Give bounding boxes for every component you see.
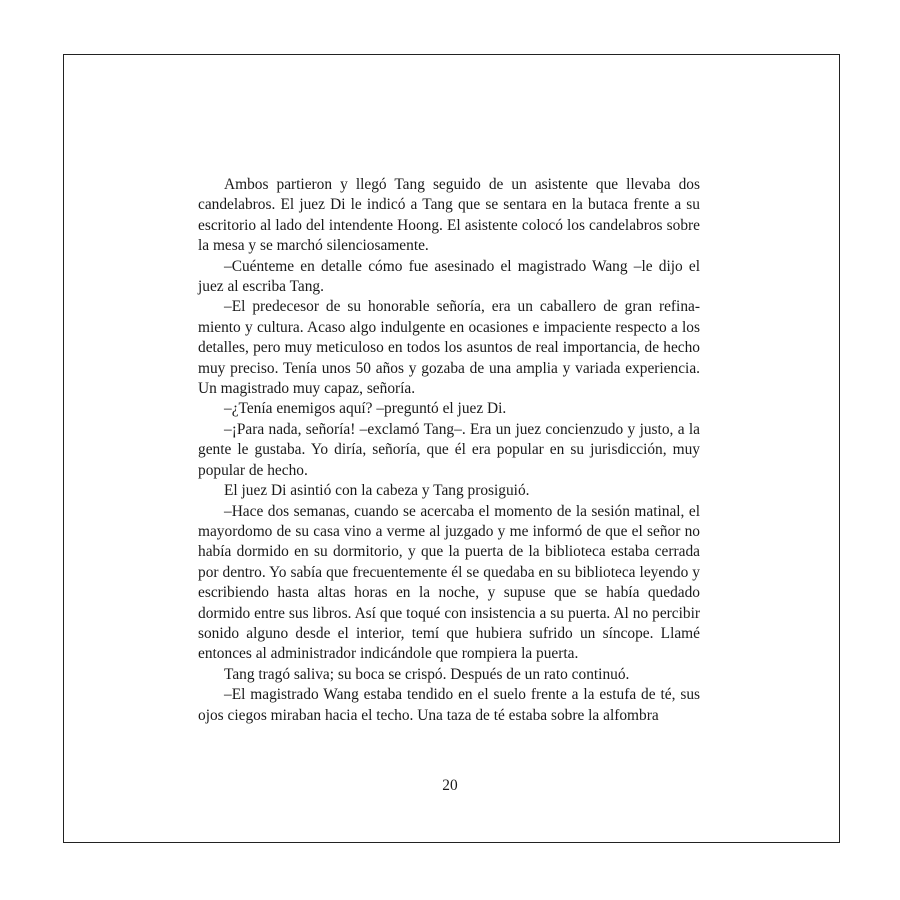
paragraph-9: –El magistrado Wang estaba tendido en el suelo frente a la estufa de té, sus ojos ciegos miraban hacia el techo. Una taza de té estaba sobre la alfombra [198,686,700,724]
paragraph-2: –Cuénteme en detalle cómo fue asesinado el magistrado Wang –le dijo el juez al escriba Tang. [198,257,700,296]
body-text [198,175,700,726]
paragraph-3: –El predecesor de su honorable señoría, era un caballero de gran refinamiento y cultura. Acaso algo indulgente en ocasiones e impaciente respecto a los detalles, pero muy meticuloso en todos los asuntos de real importancia, de hecho muy preciso. Tenía unos 50 años y gozaba de una amplia y variada experiencia. Un magistrado muy capaz, señoría. [198,298,700,398]
paragraph-5: –¡Para nada, señoría! –exclamó Tang–. Era un juez concienzudo y justo, a la gente le gustaba. Yo diría, señoría, que él era popular en su jurisdicción, muy popular de hecho. [198,420,700,479]
paragraph-8: Tang tragó saliva; su boca se crispó. Después de un rato continuó. [224,665,630,683]
paragraph-1: Ambos partieron y llegó Tang seguido de un asistente que llevaba dos candelabros. El juez Di le indicó a Tang que se sentara en la butaca frente a su escritorio al lado del intendente Hoong. El asistente colocó los candelabros sobre la mesa y se marchó silenciosamente. [198,176,700,255]
paragraph-4: –¿Tenía enemigos aquí? –preguntó el juez Di. [224,400,507,418]
paragraph-7: –Hace dos semanas, cuando se acercaba el momento de la sesión matinal, el mayordomo de su casa vino a verme al juzgado y me informó de que el señor no había dormido en su dormitorio, y que la puerta de la biblioteca estaba cerrada por dentro. Yo sabía que frecuentemente él se quedaba en su biblioteca leyendo y escribiendo hasta altas horas en la noche, y supuse que se había quedado dormido entre sus libros. Así que toqué con insistencia a su puerta. Al no percibir sonido alguno desde el interior, temí que hubiera sufrido un síncope. Llamé entonces al administrador indicándole que rompiera la puerta. [198,502,700,663]
page-number: 20 [442,777,458,794]
paragraph-6: El juez Di asintió con la cabeza y Tang prosiguió. [224,482,530,500]
